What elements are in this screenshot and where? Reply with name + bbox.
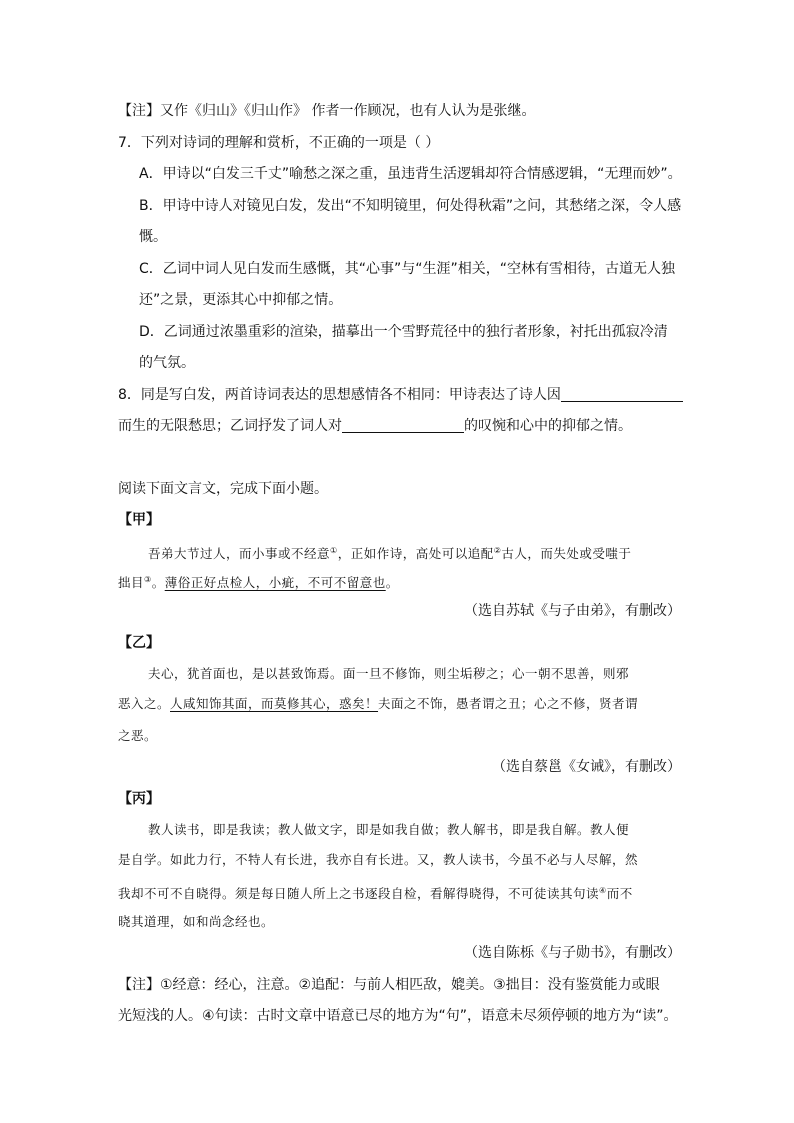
- question-8-line-2: [118, 416, 632, 436]
- bing-text-3a: 我却不可不自晓得。须是每日随人所上之书逐段自检，看解得晓得，不可徒读其句读: [118, 886, 600, 901]
- footnote-marker-3: ③: [144, 575, 152, 584]
- passage-bing-line-4: 晓其道理，如和尚念经也。: [118, 914, 275, 929]
- question-7-option-a: A．甲诗以“白发三千丈”喻愁之深之重，虽违背生活逻辑却符合情感逻辑，“无理而妙”。: [139, 166, 682, 182]
- answer-blank-2[interactable]: [342, 418, 464, 433]
- jia-text-2c: 。: [385, 575, 399, 590]
- passage-intro: 阅读下面文言文，完成下面小题。: [118, 481, 328, 497]
- passage-bing-line-3: [118, 881, 633, 904]
- passage-jia-line-1: [148, 541, 631, 564]
- question-8-text-1: 8．同是写白发，两首诗词表达的思想感情各不相同：甲诗表达了诗人因: [118, 387, 561, 403]
- note-bottom-line-2: 光短浅的人。④句读：古时文章中语意已尽的地方为“句”，语意未尽须停顿的地方为“读”。: [118, 1008, 678, 1024]
- jia-text-1b: ，正如作诗，高处可以追配: [337, 546, 494, 561]
- footnote-marker-2: ②: [493, 546, 502, 555]
- bing-text-3b: 而不: [606, 886, 633, 901]
- jia-underlined-sentence: 薄俗正好点检人，小疵，不可不留意也: [164, 575, 386, 590]
- yi-underlined-sentence: 人咸知饰其面，而莫修其心，惑矣！: [170, 696, 379, 711]
- question-7-option-d: D．乙词通过浓墨重彩的渲染，描摹出一个雪野荒径中的独行者形象，衬托出孤寂冷清: [139, 324, 668, 340]
- question-7-stem: 7．下列对诗词的理解和赏析，不正确的一项是（ ）: [118, 135, 440, 151]
- note-bottom-line-1: 【注】①经意：经心，注意。②追配：与前人相匹敌，媲美。③拙目：没有鉴赏能力或眼: [118, 977, 660, 993]
- jia-text-2a: 拙目: [118, 575, 145, 590]
- passage-jia-line-2: [118, 570, 399, 593]
- passage-bing-line-1: 教人读书，即是我读；教人做文字，即是如我自做；教人解书，即是我自解。教人便: [148, 822, 630, 837]
- answer-blank-1[interactable]: [561, 387, 683, 402]
- note-top: 【注】又作《归山》《归山作》 作者一作顾况，也有人认为是张继。: [118, 103, 536, 119]
- yi-text-2b: 夫面之不饰，愚者谓之丑；心之不修，贤者谓: [378, 696, 639, 711]
- passage-yi-line-2: [118, 694, 638, 714]
- passage-bing-source: （选自陈栎《与子勋书》，有删改）: [464, 945, 681, 961]
- passage-jia-header: 【甲】: [118, 512, 160, 528]
- question-8-line-1: [118, 385, 683, 405]
- passage-yi-header: 【乙】: [118, 635, 160, 651]
- question-7-option-c-cont: 还”之景，更添其心中抑郁之情。: [139, 292, 343, 308]
- passage-bing-header: 【丙】: [118, 791, 160, 807]
- passage-jia-source: （选自苏轼《与子由弟》，有删改）: [464, 603, 681, 619]
- passage-yi-source: （选自蔡邕《女诫》，有删改）: [492, 759, 681, 775]
- question-8-text-3: 的叹惋和心中的抑郁之情。: [464, 418, 632, 434]
- passage-bing-line-2: 是自学。如此力行，不特人有长进，我亦自有长进。又，教人读书，今虽不必与人尽解，然: [118, 852, 639, 867]
- passage-yi-line-3: 之恶。: [118, 728, 158, 743]
- question-7-option-d-cont: 的气氛。: [139, 355, 195, 371]
- question-8-text-2: 而生的无限愁思；乙词抒发了词人对: [118, 418, 342, 434]
- question-7-option-c: C．乙词中词人见白发而生感慨，其“心事”与“生涯”相关，“空林有雪相待，古道无人独: [139, 261, 676, 277]
- question-7-option-b-cont: 慨。: [139, 229, 167, 245]
- question-7-option-b: B．甲诗中诗人对镜见白发，发出“不知明镜里，何处得秋霜”之问，其愁绪之深，令人感: [139, 198, 682, 214]
- jia-text-1c: 古人，而失处或受嗤于: [501, 546, 632, 561]
- yi-text-2a: 恶入之。: [118, 696, 171, 711]
- footnote-marker-1: ①: [330, 546, 338, 555]
- passage-yi-line-1: 夫心，犹首面也，是以甚致饰焉。面一旦不修饰，则尘垢秽之；心一朝不思善，则邪: [148, 666, 630, 681]
- jia-text-2b: 。: [151, 575, 165, 590]
- jia-text-1a: 吾弟大节过人，而小事或不经意: [148, 546, 331, 561]
- footnote-marker-4: ④: [599, 886, 607, 895]
